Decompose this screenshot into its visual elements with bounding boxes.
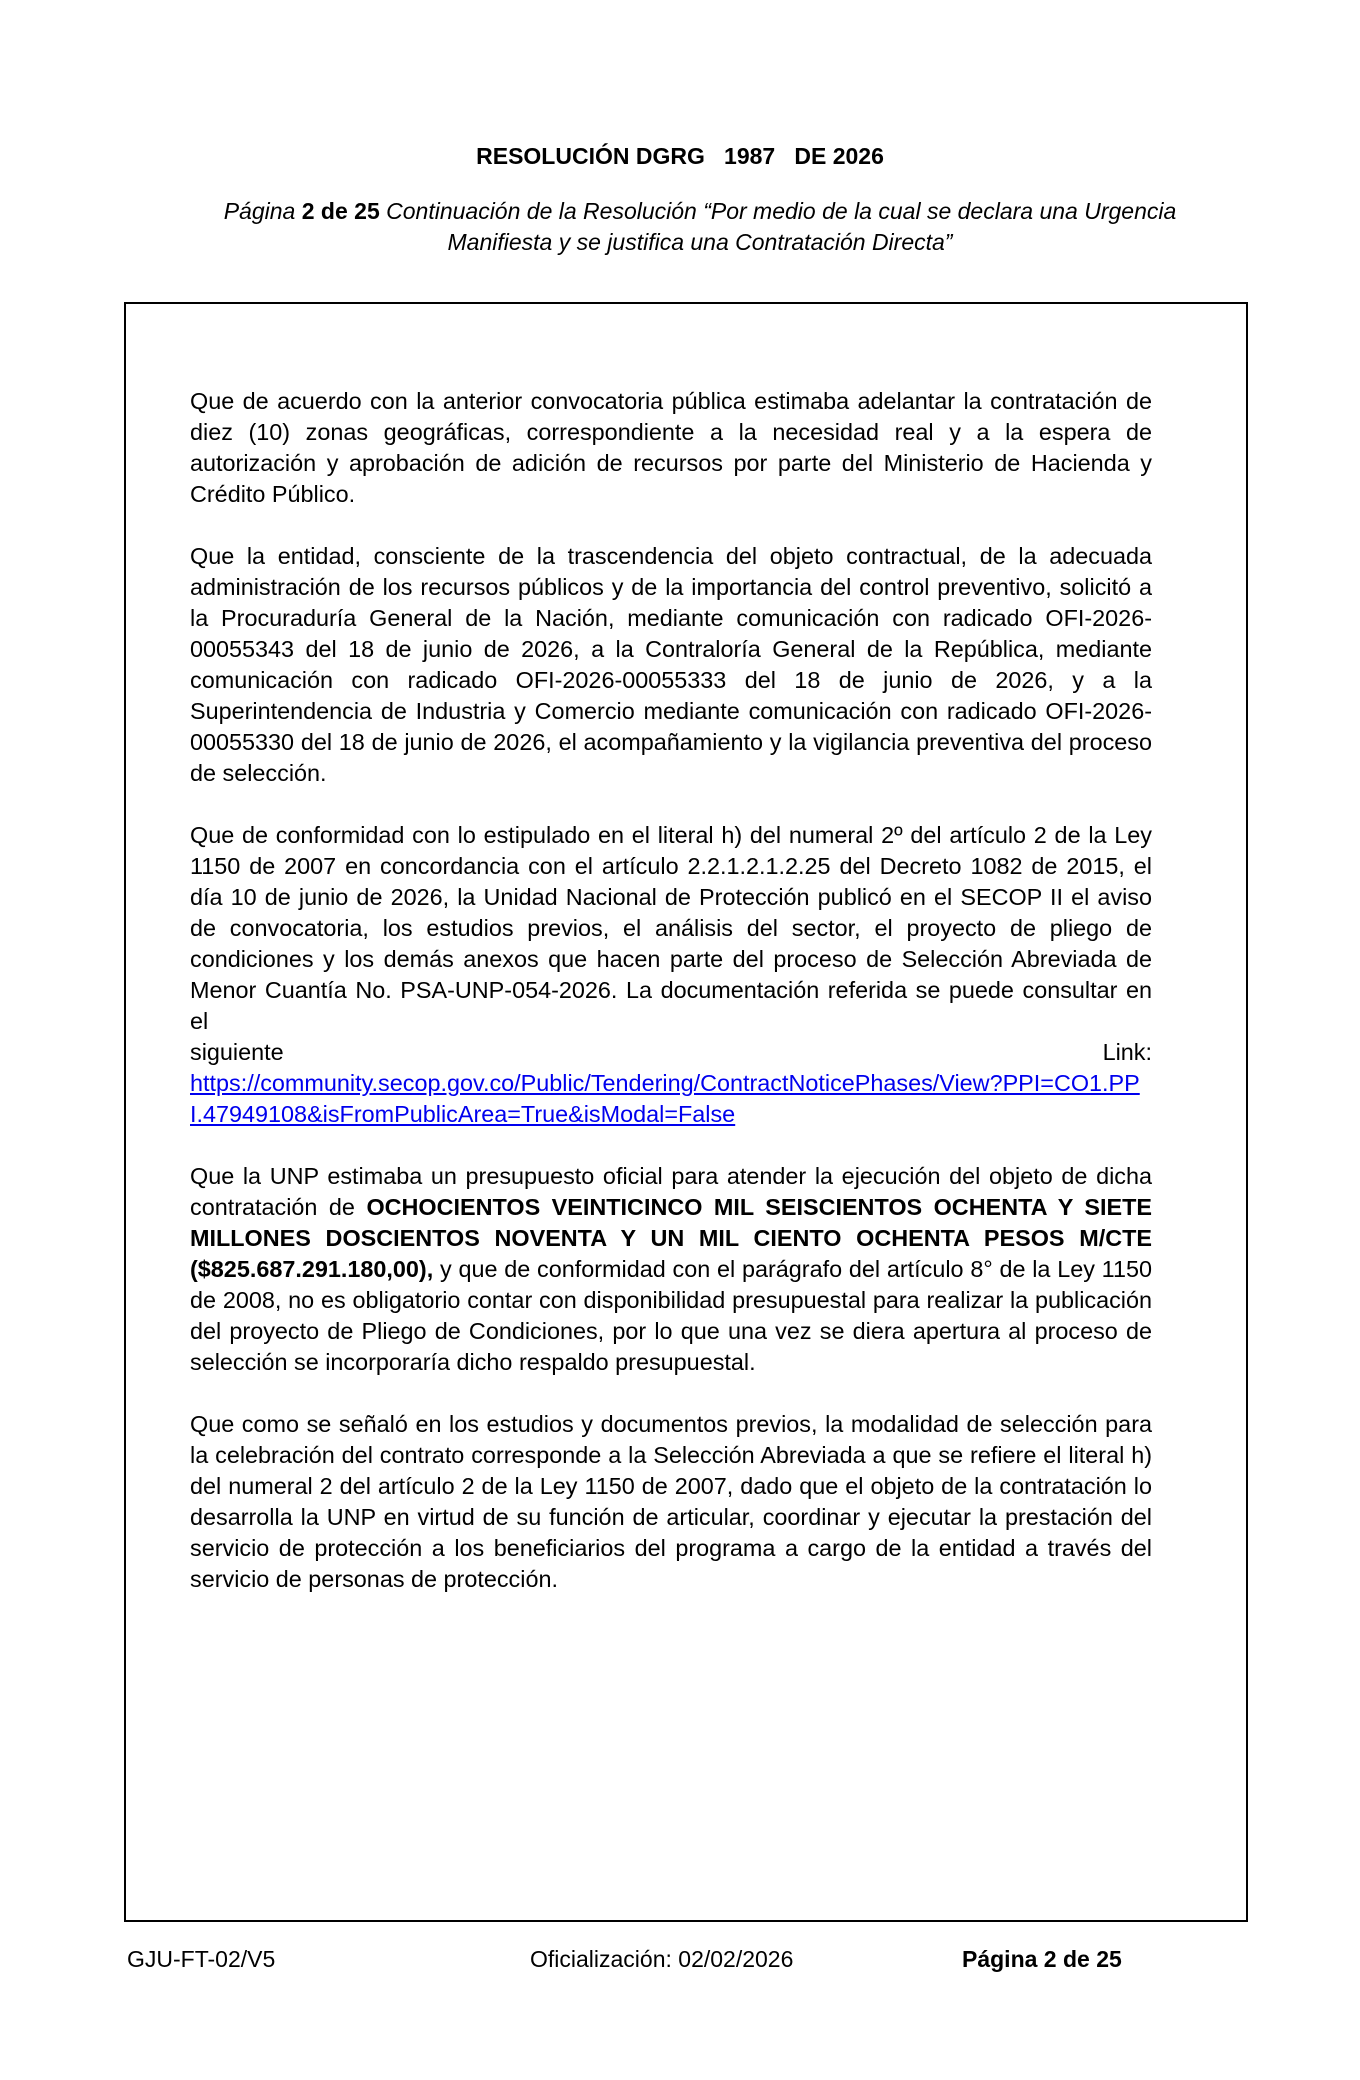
paragraph-4 bbox=[190, 1161, 1152, 1378]
paragraph-3 bbox=[190, 820, 1152, 1130]
page-number: 2 de 25 bbox=[301, 198, 380, 224]
paragraph-3-text: Que de conformidad con lo estipulado en el literal h) del numeral 2º del artículo 2 de la Ley 1150 de 2007 en concordancia con el artículo 2.2.1.2.1.2.25 del Decreto 1082 de 2015, el día 10 de junio de 2026, la Unidad Nacional de Protección publicó en el SECOP II el aviso de convocatoria, los estudios previos, el análisis del sector, el proyecto de pliego de condiciones y los demás anexos que hacen parte del proceso de Selección Abreviada de Menor Cuantía No. PSA-UNP-054-2026. La documentación referida se puede consultar en el bbox=[190, 822, 1152, 1034]
paragraph-5: Que como se señaló en los estudios y documentos previos, la modalidad de selección para la celebración del contrato corresponde a la Selección Abreviada a que se refiere el literal h) del numeral 2 del artículo 2 de la Ley 1150 de 2007, dado que el objeto de la contratación lo desarrolla la UNP en virtud de su función de articular, coordinar y ejecutar la prestación del servicio de protección a los beneficiarios del programa a cargo de la entidad a través del servicio de personas de protección. bbox=[190, 1411, 1152, 1592]
paragraph-4-start: Que la UNP estimaba un presupuesto oficial para atender la ejecución del objeto de dicha contratación de bbox=[190, 1163, 1152, 1220]
officialization-date: Oficialización: 02/02/2026 bbox=[530, 1946, 794, 1972]
document-body bbox=[190, 386, 1152, 1626]
form-code: GJU-FT-02/V5 bbox=[127, 1946, 276, 1972]
paragraph-1: Que de acuerdo con la anterior convocatoria pública estimaba adelantar la contratación de diez (10) zonas geográficas, correspondiente a la necesidad real y a la espera de autorización y aprobación de adición de recursos por parte del Ministerio de Hacienda y Crédito Público. bbox=[190, 388, 1152, 507]
siguiente-word: siguiente bbox=[190, 1039, 284, 1065]
paragraph-3-link-line bbox=[190, 1037, 1152, 1068]
footer-page-number: Página 2 de 25 bbox=[962, 1946, 1122, 1972]
secop-link[interactable]: https://community.secop.gov.co/Public/Tendering/ContractNoticePhases/View?PPI=CO1.PPI.47949108&isFromPublicArea=True&isModal=False bbox=[190, 1070, 1140, 1127]
page-word: Página bbox=[223, 198, 302, 224]
paragraph-4-end: y que de conformidad con el parágrafo del artículo 8° de la Ley 1150 de 2008, no es obligatorio contar con disponibilidad presupuestal para realizar la publicación del proyecto de Pliego de Condiciones, por lo que una vez se diera apertura al proceso de selección se incorporaría dicho respaldo presupuestal. bbox=[190, 1256, 1152, 1375]
budget-amount: OCHOCIENTOS VEINTICINCO MIL SEISCIENTOS OCHENTA Y SIETE MILLONES DOSCIENTOS NOVENTA Y UN MIL CIENTO OCHENTA PESOS M/CTE ($825.687.291.180,00), bbox=[190, 1194, 1152, 1282]
paragraph-2: Que la entidad, consciente de la trascendencia del objeto contractual, de la adecuada administración de los recursos públicos y de la importancia del control preventivo, solicitó a la Procuraduría General de la Nación, mediante comunicación con radicado OFI-2026-00055343 del 18 de junio de 2026, a la Contraloría General de la República, mediante comunicación con radicado OFI-2026-00055333 del 18 de junio de 2026, y a la Superintendencia de Industria y Comercio mediante comunicación con radicado OFI-2026-00055330 del 18 de junio de 2026, el acompañamiento y la vigilancia preventiva del proceso de selección. bbox=[190, 543, 1152, 786]
resolution-subject: Continuación de la Resolución “Por medio de la cual se declara una Urgencia Manifiesta y se justifica una Contratación Directa” bbox=[379, 198, 1177, 255]
link-label: Link: bbox=[1102, 1039, 1152, 1065]
resolution-title: RESOLUCIÓN DGRG 1987 DE 2026 bbox=[476, 143, 884, 169]
page-subtitle bbox=[180, 196, 1220, 258]
